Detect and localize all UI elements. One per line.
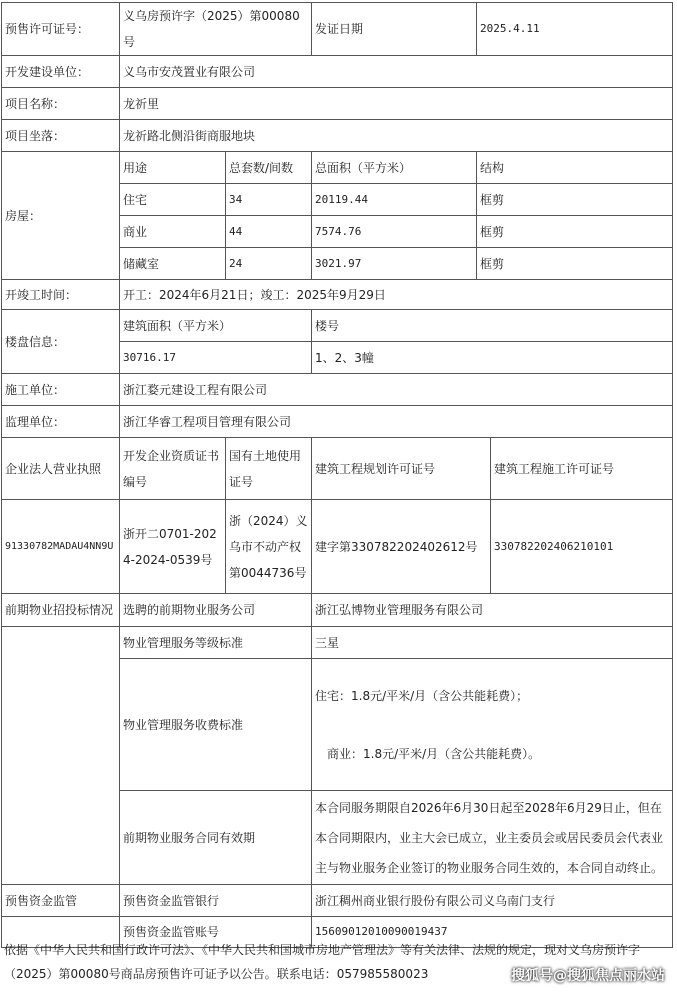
location-value: 龙祈路北侧沿街商服地块 [120,120,673,152]
housing-units: 44 [226,216,312,248]
housing-header-area: 总面积（平方米） [312,152,477,184]
property-fee-commercial: 商业：1.8元/平米/月（含公共能耗费）。 [327,746,541,761]
building-number-header: 楼号 [312,310,673,342]
escrow-label: 预售资金监管 [2,885,120,917]
developer-row [2,56,673,88]
escrow-bank-row [2,885,673,917]
license-value-row [2,500,673,594]
escrow-account-label: 预售资金监管账号 [120,917,312,948]
property-label: 前期物业招投标情况 [2,594,120,627]
license-header-planning: 建筑工程规划许可证号 [312,438,491,500]
housing-units: 24 [226,248,312,280]
housing-structure: 框剪 [477,184,673,216]
housing-header-units: 总套数/间数 [226,152,312,184]
property-contract-label: 前期物业服务合同有效期 [120,791,312,885]
permit-no-value: 义乌房预许字（2025）第00080号 [120,3,312,56]
property-grade-row [2,627,673,659]
permit-row [2,3,673,56]
building-header-row [2,310,673,342]
escrow-bank-label: 预售资金监管银行 [120,885,312,917]
issue-date-value: 2025.4.11 [477,3,673,56]
housing-structure: 框剪 [477,248,673,280]
license-qualification-value: 浙开二0701-2024-2024-0539号 [120,500,226,594]
license-header-business: 企业法人营业执照 [2,438,120,500]
housing-label: 房屋： [2,152,120,280]
contractor-row [2,374,673,406]
developer-value: 义乌市安茂置业有限公司 [120,56,673,88]
license-planning-value: 建字第330782202402612号 [312,500,491,594]
license-construction-value: 330782202406210101 [491,500,673,594]
presale-permit-table [1,2,673,948]
building-area-header: 建筑面积（平方米） [120,310,312,342]
license-header-land: 国有土地使用证号 [226,438,312,500]
escrow-account-value: 15609012010090019437 [312,917,673,948]
building-label: 楼盘信息： [2,310,120,374]
housing-header-structure: 结构 [477,152,673,184]
issue-date-label: 发证日期 [312,3,477,56]
housing-structure: 框剪 [477,216,673,248]
property-grade-value: 三星 [312,627,673,659]
building-number-value: 1、2、3幢 [312,342,673,374]
property-company-value: 浙江弘博物业管理服务有限公司 [312,594,673,627]
schedule-value: 开工：2024年6月21日；竣工：2025年9月29日 [120,280,673,310]
housing-use: 储藏室 [120,248,226,280]
location-label: 项目坐落： [2,120,120,152]
contractor-value: 浙江婺元建设工程有限公司 [120,374,673,406]
housing-area: 20119.44 [312,184,477,216]
housing-units: 34 [226,184,312,216]
supervisor-value: 浙江华睿工程项目管理有限公司 [120,406,673,438]
location-row [2,120,673,152]
supervisor-row [2,406,673,438]
project-row [2,88,673,120]
property-empty-cell [2,627,120,885]
property-fee-label: 物业管理服务收费标准 [120,659,312,791]
license-business-value: 91330782MADAU4NN9U [2,500,120,594]
source-watermark: 搜狐号@搜狐焦点丽水站 [511,968,665,984]
permit-no-label: 预售许可证号： [2,3,120,56]
property-company-label: 选聘的前期物业服务公司 [120,594,312,627]
property-fee-value [312,659,673,791]
contractor-label: 施工单位： [2,374,120,406]
housing-area: 3021.97 [312,248,477,280]
project-value: 龙祈里 [120,88,673,120]
license-header-row [2,438,673,500]
announcement-footnote: 依据《中华人民共和国行政许可法》、《中华人民共和国城市房地产管理法》等有关法律、法规的规定，现对义乌房预许字（2025）第00080号商品房预售许可证予以公告。联系电话：057985580023 [4,943,641,981]
housing-header-row [2,152,673,184]
license-header-qualification: 开发企业资质证书编号 [120,438,226,500]
housing-header-use: 用途 [120,152,226,184]
property-contract-value: 本合同服务期限自2026年6月30日起至2028年6月29日止，但在本合同期限内，业主大会已成立，业主委员会或居民委员会代表业主与物业服务企业签订的物业服务合同生效的，本合同自动终止。 [312,791,673,885]
project-label: 项目名称： [2,88,120,120]
supervisor-label: 监理单位： [2,406,120,438]
property-grade-label: 物业管理服务等级标准 [120,627,312,659]
property-company-row [2,594,673,627]
property-fee-residential: 住宅：1.8元/平米/月（含公共能耗费）； [315,688,529,703]
license-land-value: 浙（2024）义乌市不动产权第0044736号 [226,500,312,594]
housing-area: 7574.76 [312,216,477,248]
housing-use: 住宅 [120,184,226,216]
schedule-row [2,280,673,310]
license-header-construction: 建筑工程施工许可证号 [491,438,673,500]
escrow-bank-value: 浙江稠州商业银行股份有限公司义乌南门支行 [312,885,673,917]
developer-label: 开发建设单位： [2,56,120,88]
housing-use: 商业 [120,216,226,248]
schedule-label: 开竣工时间： [2,280,120,310]
building-area-value: 30716.17 [120,342,312,374]
